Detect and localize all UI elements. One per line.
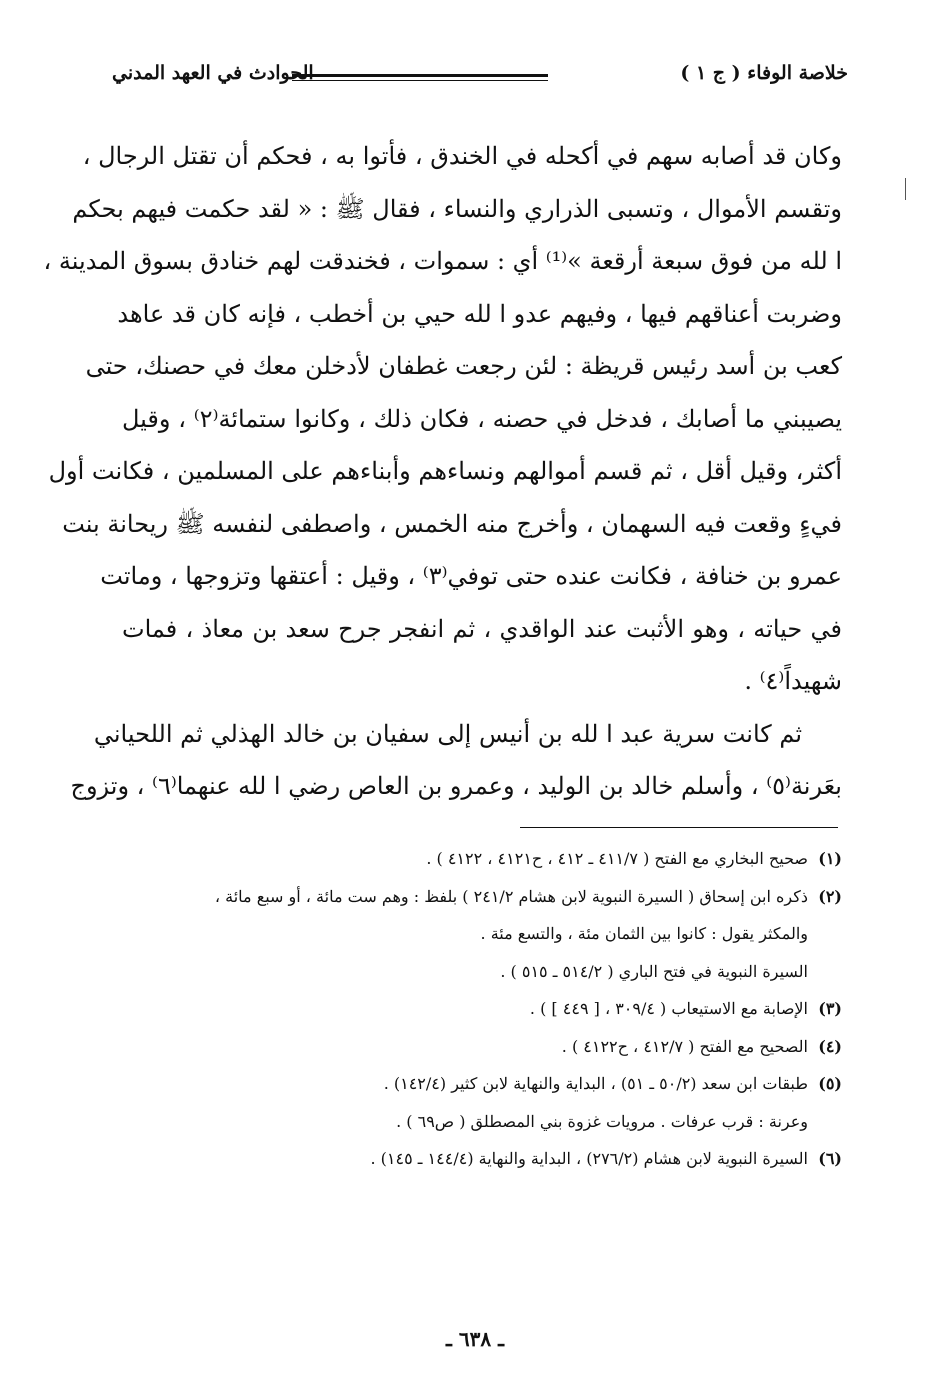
footnote-number: (٥) <box>818 1074 842 1093</box>
text-line: في حياته ، وهو الأثبت عند الواقدي ، ثم انفجر جرح سعد بن معاذ ، فمات <box>122 614 842 643</box>
margin-mark <box>905 178 906 200</box>
footnote <box>112 990 842 1028</box>
footnote-separator <box>520 827 838 828</box>
footnote-number: (٤) <box>818 1036 842 1056</box>
text-line: كعب بن أسد رئيس قريظة : لئن رجعت غطفان لأدخلن معك في حصنك، حتى <box>85 352 842 380</box>
footnote-text: ذكره ابن إسحاق ( السيرة النبوية لابن هشام ٢٤١/٢ ) بلفظ : وهم ست مائة ، أو سبع مائة ، <box>214 886 808 906</box>
main-text <box>43 130 842 813</box>
text-line: يصيبني ما أصابك ، فدخل في حصنه ، فكان ذلك ، وكانوا ستمائة⁽٢⁾ ، وقيل <box>122 404 842 433</box>
footnote-number: (١) <box>818 849 842 868</box>
footnote-text: والمكثر يقول : كانوا بين الثمان مئة ، والتسع مئة . <box>480 924 808 943</box>
footnote-number: (٦) <box>818 1149 842 1168</box>
chapter-title: الحوادث في العهد المدني <box>112 62 314 84</box>
text-line: شهيداً⁽٤⁾ . <box>744 667 842 695</box>
footnote-continuation <box>112 915 842 953</box>
footnote <box>112 840 842 878</box>
text-line: عمرو بن خنافة ، فكانت عنده حتى توفي⁽٣⁾ ، وقيل : أعتقها وتزوجها ، وماتت <box>100 562 842 590</box>
text-line: فيءٍ وقعت فيه السهمان ، وأخرج منه الخمس ، واصطفى لنفسه ﷺ ريحانة بنت <box>62 509 842 538</box>
footnotes <box>112 840 842 1178</box>
footnote-text: السيرة النبوية في فتح الباري ( ٥١٤/٢ ـ ٥١٥ ) . <box>500 961 808 981</box>
footnote-continuation <box>112 953 842 991</box>
footnote <box>112 878 842 916</box>
footnote-text: طبقات ابن سعد (٥٠/٢ ـ ٥١) ، البداية والنهاية لابن كثير (١٤٢/٤) . <box>383 1074 808 1093</box>
text-line: وتقسم الأموال ، وتسبى الذراري والنساء ، فقال ﷺ : « لقد حكمت فيهم بحكم <box>72 194 842 223</box>
footnote-text: السيرة النبوية لابن هشام (٢٧٦/٢) ، البداية والنهاية (١٤٤/٤ ـ ١٤٥) . <box>370 1149 808 1168</box>
footnote-number: (٣) <box>818 999 842 1018</box>
footnote <box>112 1065 842 1103</box>
footnote <box>112 1140 842 1178</box>
footnote-text: الصحيح مع الفتح ( ٤١٢/٧ ، ح٤١٢٢ ) . <box>561 1036 808 1056</box>
footnote-text: صحيح البخاري مع الفتح ( ٤١١/٧ ـ ٤١٢ ، ح٤١٢١ ، ٤١٢٢ ) . <box>426 849 808 868</box>
page-number: ـ ٦٣٨ ـ <box>446 1327 504 1351</box>
text-line: أكثر، وقيل أقل ، ثم قسم أموالهم ونساءهم وأبناءهم على المسلمين ، فكانت أول <box>48 457 842 485</box>
header-rule <box>292 74 548 77</box>
book-title: خلاصة الوفاء ( ج ١ ) <box>680 62 848 84</box>
text-line: ا لله من فوق سبعة أرقعة »⁽¹⁾ أي : سموات ، فخندقت لهم خنادق بسوق المدينة ، <box>43 247 842 275</box>
text-line: ثم كانت سرية عبد ا لله بن أنيس إلى سفيان بن خالد الهذلي ثم اللحياني <box>93 719 802 748</box>
footnote-text: الإصابة مع الاستيعاب ( ٣٠٩/٤ ، [ ٤٤٩ ] ) . <box>529 999 808 1018</box>
text-line: وكان قد أصابه سهم في أكحله في الخندق ، فأتوا به ، فحكم أن تقتل الرجال ، <box>82 142 842 170</box>
footnote-number: (٢) <box>818 886 842 906</box>
running-header <box>112 62 848 96</box>
footnote <box>112 1028 842 1066</box>
header-rule-thin <box>292 80 548 81</box>
footnote-text: وعرنة : قرب عرفات . مرويات غزوة بني المصطلق ( ص٦٩ ) . <box>396 1111 808 1131</box>
footnote-continuation <box>112 1103 842 1141</box>
text-line: وضربت أعناقهم فيها ، وفيهم عدو ا لله حيي بن أخطب ، فإنه كان قد عاهد <box>117 299 842 328</box>
text-line: بعَرنة⁽٥⁾ ، وأسلم خالد بن الوليد ، وعمرو بن العاص رضي ا لله عنهما⁽٦⁾ ، وتزوج <box>70 772 842 800</box>
